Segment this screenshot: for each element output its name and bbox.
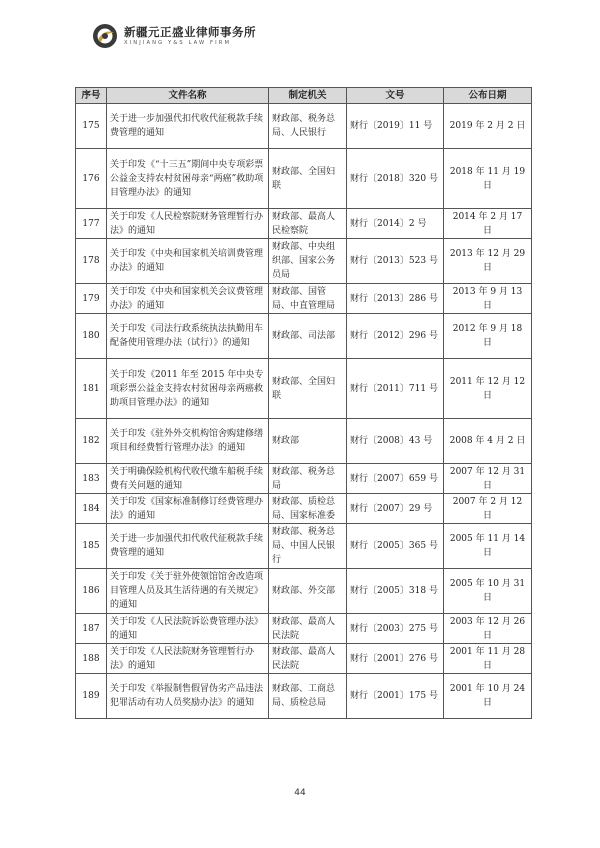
cell-date: 2013 年 9 月 13 日 (444, 284, 532, 314)
cell-num: 182 (76, 419, 107, 464)
cell-date: 2014 年 2 月 17 日 (444, 209, 532, 239)
table-row (76, 209, 532, 239)
cell-docno: 财行〔2001〕175 号 (347, 674, 444, 719)
cell-agency: 财政部、质检总局、国家标准委 (269, 494, 347, 524)
page-header (92, 20, 256, 52)
firm-name-cn: 新疆元正盛业律师事务所 (124, 24, 256, 39)
cell-title: 关于印发《“十三五”期间中央专项彩票公益金支持农村贫困母亲“两癌”救助项目管理办法》的通知 (107, 149, 269, 209)
cell-date: 2005 年 11 月 14 日 (444, 524, 532, 569)
regulations-table (75, 87, 532, 719)
table-row (76, 314, 532, 359)
page-number: 44 (294, 788, 306, 798)
cell-agency: 财政部、中央组织部、国家公务员局 (269, 239, 347, 284)
cell-title: 关于印发《人民检察院财务管理暂行办法》的通知 (107, 209, 269, 239)
cell-agency: 财政部、全国妇联 (269, 149, 347, 209)
cell-title: 关于进一步加强代扣代收代征税款手续费管理的通知 (107, 104, 269, 149)
cell-docno: 财行〔2019〕11 号 (347, 104, 444, 149)
cell-title: 关于印发《驻外外交机构馆舍购建修缮项目和经费暂行管理办法》的通知 (107, 419, 269, 464)
table-row (76, 614, 532, 644)
cell-agency: 财政部、工商总局、质检总局 (269, 674, 347, 719)
firm-name-en: XINJIANG Y&S LAW FIRM (124, 39, 232, 46)
column-header-agency: 制定机关 (269, 88, 347, 104)
cell-num: 175 (76, 104, 107, 149)
cell-docno: 财行〔2001〕276 号 (347, 644, 444, 674)
table-row (76, 464, 532, 494)
cell-docno: 财行〔2003〕275 号 (347, 614, 444, 644)
cell-title: 关于印发《关于驻外使领馆馆舍改造项目管理人员及其生活待遇的有关规定》的通知 (107, 569, 269, 614)
cell-num: 185 (76, 524, 107, 569)
cell-num: 187 (76, 614, 107, 644)
firm-name-block (124, 26, 256, 47)
cell-date: 2018 年 11 月 19 日 (444, 149, 532, 209)
cell-title: 关于印发《司法行政系统执法执勤用车配备使用管理办法（试行）》的通知 (107, 314, 269, 359)
table-row (76, 569, 532, 614)
column-header-docno: 文号 (347, 88, 444, 104)
cell-num: 178 (76, 239, 107, 284)
cell-docno: 财行〔2007〕29 号 (347, 494, 444, 524)
cell-docno: 财行〔2008〕43 号 (347, 419, 444, 464)
cell-docno: 财行〔2012〕296 号 (347, 314, 444, 359)
cell-docno: 财行〔2013〕286 号 (347, 284, 444, 314)
table-row (76, 644, 532, 674)
table-row (76, 674, 532, 719)
cell-num: 179 (76, 284, 107, 314)
cell-date: 2007 年 2 月 12 日 (444, 494, 532, 524)
cell-agency: 财政部、外交部 (269, 569, 347, 614)
cell-agency: 财政部、司法部 (269, 314, 347, 359)
cell-agency: 财政部 (269, 419, 347, 464)
cell-docno: 财行〔2007〕659 号 (347, 464, 444, 494)
cell-title: 关于进一步加强代扣代收代征税款手续费管理的通知 (107, 524, 269, 569)
table-row (76, 149, 532, 209)
table-header-row (76, 88, 532, 104)
table-row (76, 359, 532, 419)
cell-agency: 财政部、税务总局 (269, 464, 347, 494)
cell-date: 2003 年 12 月 26 日 (444, 614, 532, 644)
cell-agency: 财政部、国管局、中直管理局 (269, 284, 347, 314)
cell-agency: 财政部、最高人民检察院 (269, 209, 347, 239)
cell-date: 2012 年 9 月 18 日 (444, 314, 532, 359)
cell-title: 关于印发《人民法院诉讼费管理办法》的通知 (107, 614, 269, 644)
cell-num: 176 (76, 149, 107, 209)
cell-num: 183 (76, 464, 107, 494)
cell-title: 关于明确保险机构代收代缴车船税手续费有关问题的通知 (107, 464, 269, 494)
cell-date: 2019 年 2 月 2 日 (444, 104, 532, 149)
table-row (76, 494, 532, 524)
cell-title: 关于印发《2011 年至 2015 年中央专项彩票公益金支持农村贫困母亲两癌救助项目管理办法》的通知 (107, 359, 269, 419)
table-row (76, 239, 532, 284)
cell-num: 189 (76, 674, 107, 719)
cell-num: 186 (76, 569, 107, 614)
cell-title: 关于印发《人民法院财务管理暂行办法》的通知 (107, 644, 269, 674)
cell-num: 181 (76, 359, 107, 419)
cell-docno: 财行〔2018〕320 号 (347, 149, 444, 209)
cell-num: 180 (76, 314, 107, 359)
cell-docno: 财行〔2005〕318 号 (347, 569, 444, 614)
cell-title: 关于印发《国家标准制修订经费管理办法》的通知 (107, 494, 269, 524)
column-header-date: 公布日期 (444, 88, 532, 104)
column-header-title: 文件名称 (107, 88, 269, 104)
cell-title: 关于印发《举报制售假冒伪劣产品违法犯罪活动有功人员奖励办法》的通知 (107, 674, 269, 719)
cell-agency: 财政部、税务总局、人民银行 (269, 104, 347, 149)
cell-num: 184 (76, 494, 107, 524)
cell-docno: 财行〔2014〕2 号 (347, 209, 444, 239)
cell-docno: 财行〔2013〕523 号 (347, 239, 444, 284)
cell-agency: 财政部、最高人民法院 (269, 614, 347, 644)
column-header-num: 序号 (76, 88, 107, 104)
table-row (76, 284, 532, 314)
cell-date: 2008 年 4 月 2 日 (444, 419, 532, 464)
table-row (76, 104, 532, 149)
cell-agency: 财政部、最高人民法院 (269, 644, 347, 674)
cell-date: 2011 年 12 月 12 日 (444, 359, 532, 419)
firm-logo-icon (92, 23, 118, 49)
cell-date: 2005 年 10 月 31 日 (444, 569, 532, 614)
cell-agency: 财政部、全国妇联 (269, 359, 347, 419)
cell-docno: 财行〔2011〕711 号 (347, 359, 444, 419)
cell-title: 关于印发《中央和国家机关会议费管理办法》的通知 (107, 284, 269, 314)
cell-date: 2001 年 11 月 28 日 (444, 644, 532, 674)
cell-docno: 财行〔2005〕365 号 (347, 524, 444, 569)
table-row (76, 524, 532, 569)
cell-title: 关于印发《中央和国家机关培训费管理办法》的通知 (107, 239, 269, 284)
cell-date: 2013 年 12 月 29 日 (444, 239, 532, 284)
table-row (76, 419, 532, 464)
cell-date: 2007 年 12 月 31 日 (444, 464, 532, 494)
cell-num: 177 (76, 209, 107, 239)
cell-agency: 财政部、税务总局、中国人民银行 (269, 524, 347, 569)
cell-date: 2001 年 10 月 24 日 (444, 674, 532, 719)
cell-num: 188 (76, 644, 107, 674)
